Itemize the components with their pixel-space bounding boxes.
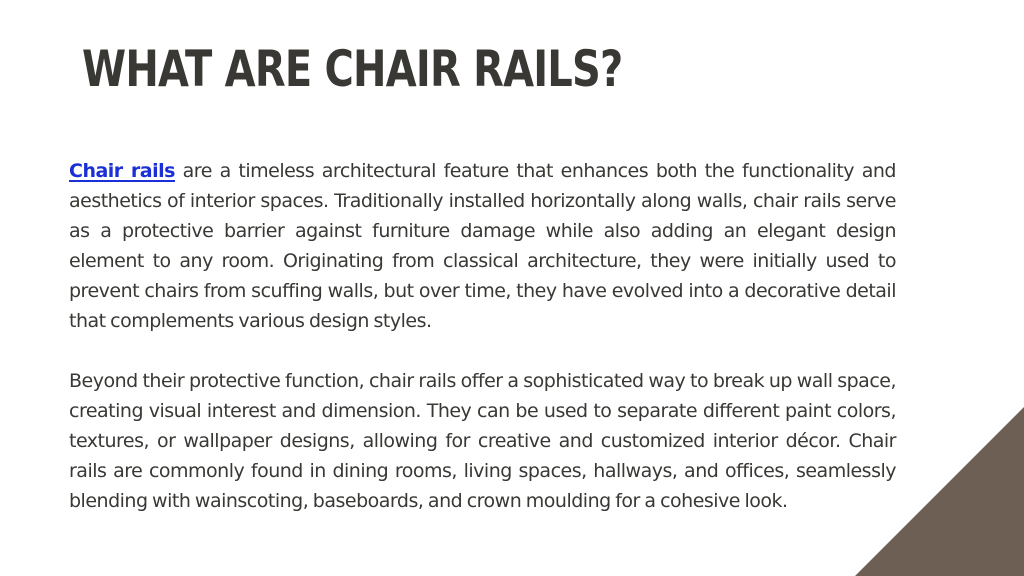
corner-triangle-shape (855, 407, 1024, 576)
paragraph-1-text: are a timeless architectural feature that enhances both the functionality and aesthetics of interior spaces. Traditionally installed horizontally along walls, chair rails serve as a protective barrier against furniture damage while also adding an elegant design element to any room. Originating from classical architecture, they were initially used to prevent chairs from scuffing walls, but over time, they have evolved into a decorative detail that complements various design styles. (69, 160, 896, 332)
slide-title: WHAT ARE CHAIR RAILS? (82, 40, 623, 98)
chair-rails-link[interactable]: Chair rails (69, 160, 175, 182)
paragraph-2: Beyond their protective function, chair rails offer a sophisticated way to break up wall space, creating visual interest and dimension. They can be used to separate different paint colors, textures, or wallpaper designs, allowing for creative and customized interior décor. Chair rails are commonly found in dining rooms, living spaces, hallways, and offices, seamlessly blending with wainscoting, baseboards, and crown moulding for a cohesive look. (69, 370, 896, 512)
